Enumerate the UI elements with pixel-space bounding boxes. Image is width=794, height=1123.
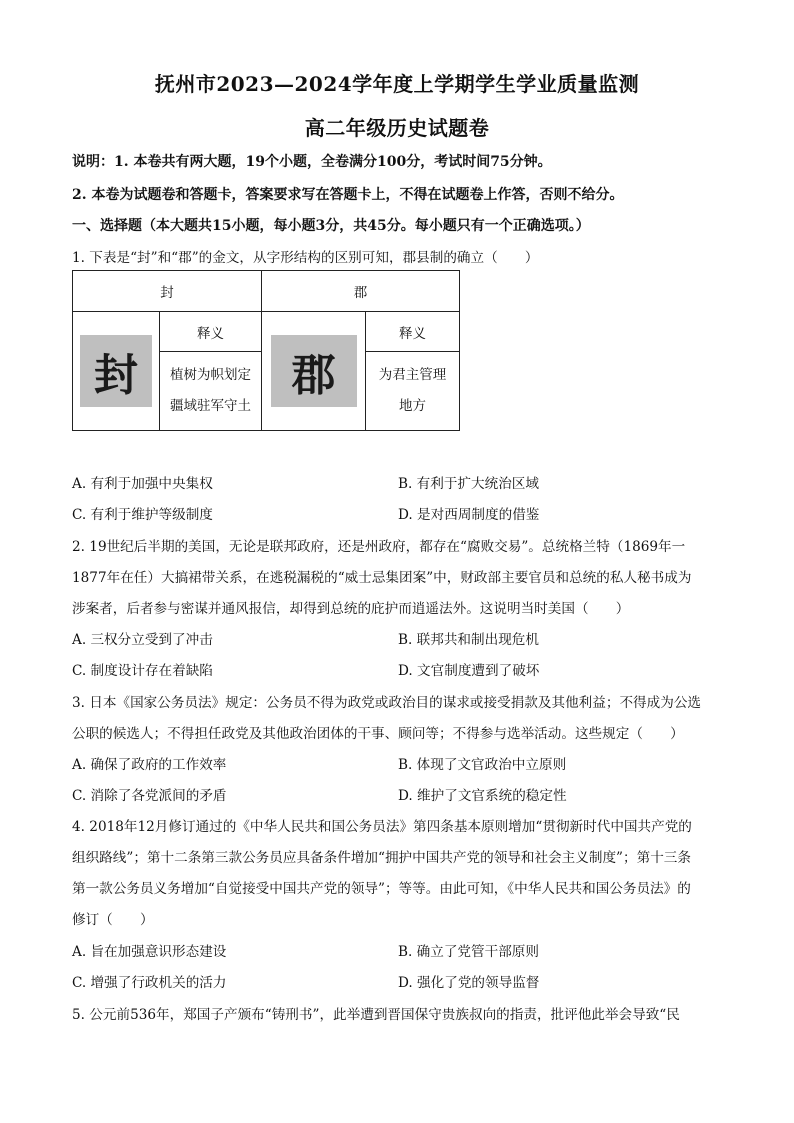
question-4-stem-line-1: 4. 2018年12月修订通过的《中华人民共和国公务员法》第四条基本原则增加“贯彻新时代中国共产党的 bbox=[72, 819, 692, 835]
q1-option-d: D. 是对西周制度的借鉴 bbox=[398, 507, 540, 523]
question-2-stem-line-3: 涉案者，后者参与密谋并通风报信，却得到总统的庇护而逍遥法外。这说明当时美国（ ） bbox=[72, 601, 630, 617]
q2-option-d: D. 文官制度遭到了破坏 bbox=[398, 663, 540, 679]
question-1-table bbox=[72, 270, 460, 431]
table-header-jun: 郡 bbox=[262, 271, 460, 312]
question-4-stem-line-3: 第一款公务员义务增加“自觉接受中国共产党的领导”；等等。由此可知，《中华人民共和国公务员法》的 bbox=[72, 881, 691, 897]
q1-option-a: A. 有利于加强中央集权 bbox=[72, 476, 213, 492]
q2-option-c: C. 制度设计存在着缺陷 bbox=[72, 663, 213, 679]
q3-option-d: D. 维护了文官系统的稳定性 bbox=[398, 788, 567, 804]
question-3-stem-line-1: 3. 日本《国家公务员法》规定：公务员不得为政党或政治目的谋求或接受捐款及其他利益；不得成为公选 bbox=[72, 695, 702, 711]
exam-title: 抚州市2023—2024学年度上学期学生学业质量监测 bbox=[154, 72, 640, 96]
table-header-feng: 封 bbox=[73, 271, 262, 312]
question-1-stem: 1. 下表是“封”和“郡”的金文，从字形结构的区别可知，郡县制的确立（ ） bbox=[72, 250, 539, 266]
q4-option-c: C. 增强了行政机关的活力 bbox=[72, 975, 227, 991]
question-2-stem-line-1: 2. 19世纪后半期的美国，无论是联邦政府，还是州政府，都存在“腐败交易”。总统格兰特（1869年一 bbox=[72, 539, 686, 555]
instruction-line-2: 2. 本卷为试题卷和答题卡，答案要求写在答题卡上，不得在试题卷上作答，否则不给分。 bbox=[72, 187, 624, 203]
section-heading: 一、选择题（本大题共15小题，每小题3分，共45分。每小题只有一个正确选项。） bbox=[72, 218, 590, 234]
question-3-stem-line-2: 公职的候选人；不得担任政党及其他政治团体的干事、顾问等；不得参与选举活动。这些规定（ ） bbox=[72, 726, 684, 742]
jun-meaning-line-2: 地方 bbox=[399, 398, 426, 414]
feng-meaning-line-2: 疆域驻军守土 bbox=[170, 398, 251, 414]
feng-meaning-line-1: 植树为帜划定 bbox=[170, 367, 251, 383]
question-4-stem-line-4: 修订（ ） bbox=[72, 912, 154, 928]
feng-label-cell: 释义 bbox=[160, 312, 262, 352]
feng-bronze-glyph bbox=[73, 312, 160, 431]
jun-meaning-cell bbox=[366, 352, 460, 431]
q4-option-d: D. 强化了党的领导监督 bbox=[398, 975, 540, 991]
q3-option-b: B. 体现了文官政治中立原则 bbox=[398, 757, 567, 773]
question-5-stem-line-1: 5. 公元前536年，郑国子产颁布“铸刑书”，此举遭到晋国保守贵族叔向的指责，批评他此举会导致“民 bbox=[72, 1007, 680, 1023]
feng-meaning-cell bbox=[160, 352, 262, 431]
jun-meaning-line-1: 为君主管理 bbox=[378, 367, 447, 383]
q2-option-a: A. 三权分立受到了冲击 bbox=[72, 632, 213, 648]
q3-option-c: C. 消除了各党派间的矛盾 bbox=[72, 788, 227, 804]
feng-inscription-image: 封 bbox=[80, 335, 152, 407]
q3-option-a: A. 确保了政府的工作效率 bbox=[72, 757, 227, 773]
jun-inscription-image: 郡 bbox=[271, 335, 357, 407]
jun-bronze-glyph bbox=[262, 312, 366, 431]
exam-subtitle: 高二年级历史试题卷 bbox=[304, 116, 490, 140]
q2-option-b: B. 联邦共和制出现危机 bbox=[398, 632, 539, 648]
jun-label-cell: 释义 bbox=[366, 312, 460, 352]
q4-option-a: A. 旨在加强意识形态建设 bbox=[72, 944, 227, 960]
q1-option-b: B. 有利于扩大统治区域 bbox=[398, 476, 539, 492]
q4-option-b: B. 确立了党管干部原则 bbox=[398, 944, 539, 960]
question-4-stem-line-2: 组织路线”；第十二条第三款公务员应具备条件增加“拥护中国共产党的领导和社会主义制度”；第十三条 bbox=[72, 850, 691, 866]
question-2-stem-line-2: 1877年在任）大搞裙带关系，在逃税漏税的“威士忌集团案”中，财政部主要官员和总统的私人秘书成为 bbox=[72, 570, 692, 586]
instruction-line-1: 说明：1. 本卷共有两大题，19个小题，全卷满分100分，考试时间75分钟。 bbox=[72, 154, 552, 170]
q1-option-c: C. 有利于维护等级制度 bbox=[72, 507, 213, 523]
